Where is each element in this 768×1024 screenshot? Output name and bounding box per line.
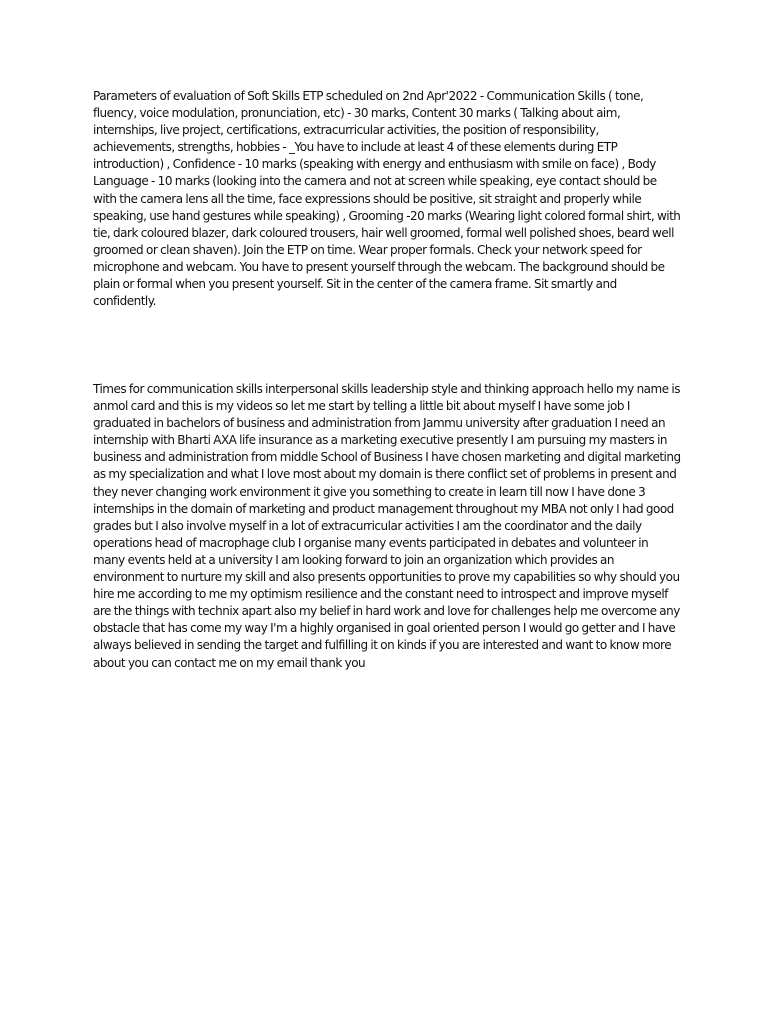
evaluation-parameters-paragraph: Parameters of evaluation of Soft Skills ETP scheduled on 2nd Apr'2022 - Communication Skills ( tone, fluency, voice modulation, pronunciation, etc) - 30 marks, Content 30 marks ( Talking about aim, internships, live project, certifications, extracurricular activities, the position of responsibility, achievements, strengths, hobbies - _You have to include at least 4 of these elements during ETP introduction) , Confidence - 10 marks (speaking with energy and enthusiasm with smile on face) , Body Language - 10 marks (looking into the camera and not at screen while speaking, eye contact should be with the camera lens all the time, face expressions should be positive, sit straight and properly while speaking, use hand gestures while speaking) , Grooming -20 marks (Wearing light colored formal shirt, with tie, dark coloured blazer, dark coloured trousers, hair well groomed, formal well polished shoes, beard well groomed or clean shaven). Join the ETP on time. Wear proper formals. Check your network speed for microphone and webcam. You have to present yourself through the webcam. The background should be plain or formal when you present yourself. Sit in the center of the camera frame. Sit smartly and confidently. xyxy=(93,89,681,309)
self-introduction-paragraph: Times for communication skills interpersonal skills leadership style and thinking approach hello my name is anmol card and this is my videos so let me start by telling a little bit about myself I have some job I graduated in bachelors of business and administration from Jammu university after graduation I need an internship with Bharti AXA life insurance as a marketing executive presently I am pursuing my masters in business and administration from middle School of Business I have chosen marketing and digital marketing as my specialization and what I love most about my domain is there conflict set of problems in present and they never changing work environment it give you something to create in learn till now I have done 3 internships in the domain of marketing and product management throughout my MBA not only I had good grades but I also involve myself in a lot of extracurricular activities I am the coordinator and the daily operations head of macrophage club I organise many events participated in debates and volunteer in many events held at a university I am looking forward to join an organization which provides an environment to nurture my skill and also presents opportunities to prove my capabilities so why should you hire me according to me my optimism resilience and the constant need to introspect and improve myself are the things with technix apart also my belief in hard work and love for challenges help me overcome any obstacle that has come my way I'm a highly organised in goal oriented person I would go getter and I have always believed in sending the target and fulfilling it on kinds if you are interested and want to know more about you can contact me on my email thank you xyxy=(93,382,681,670)
